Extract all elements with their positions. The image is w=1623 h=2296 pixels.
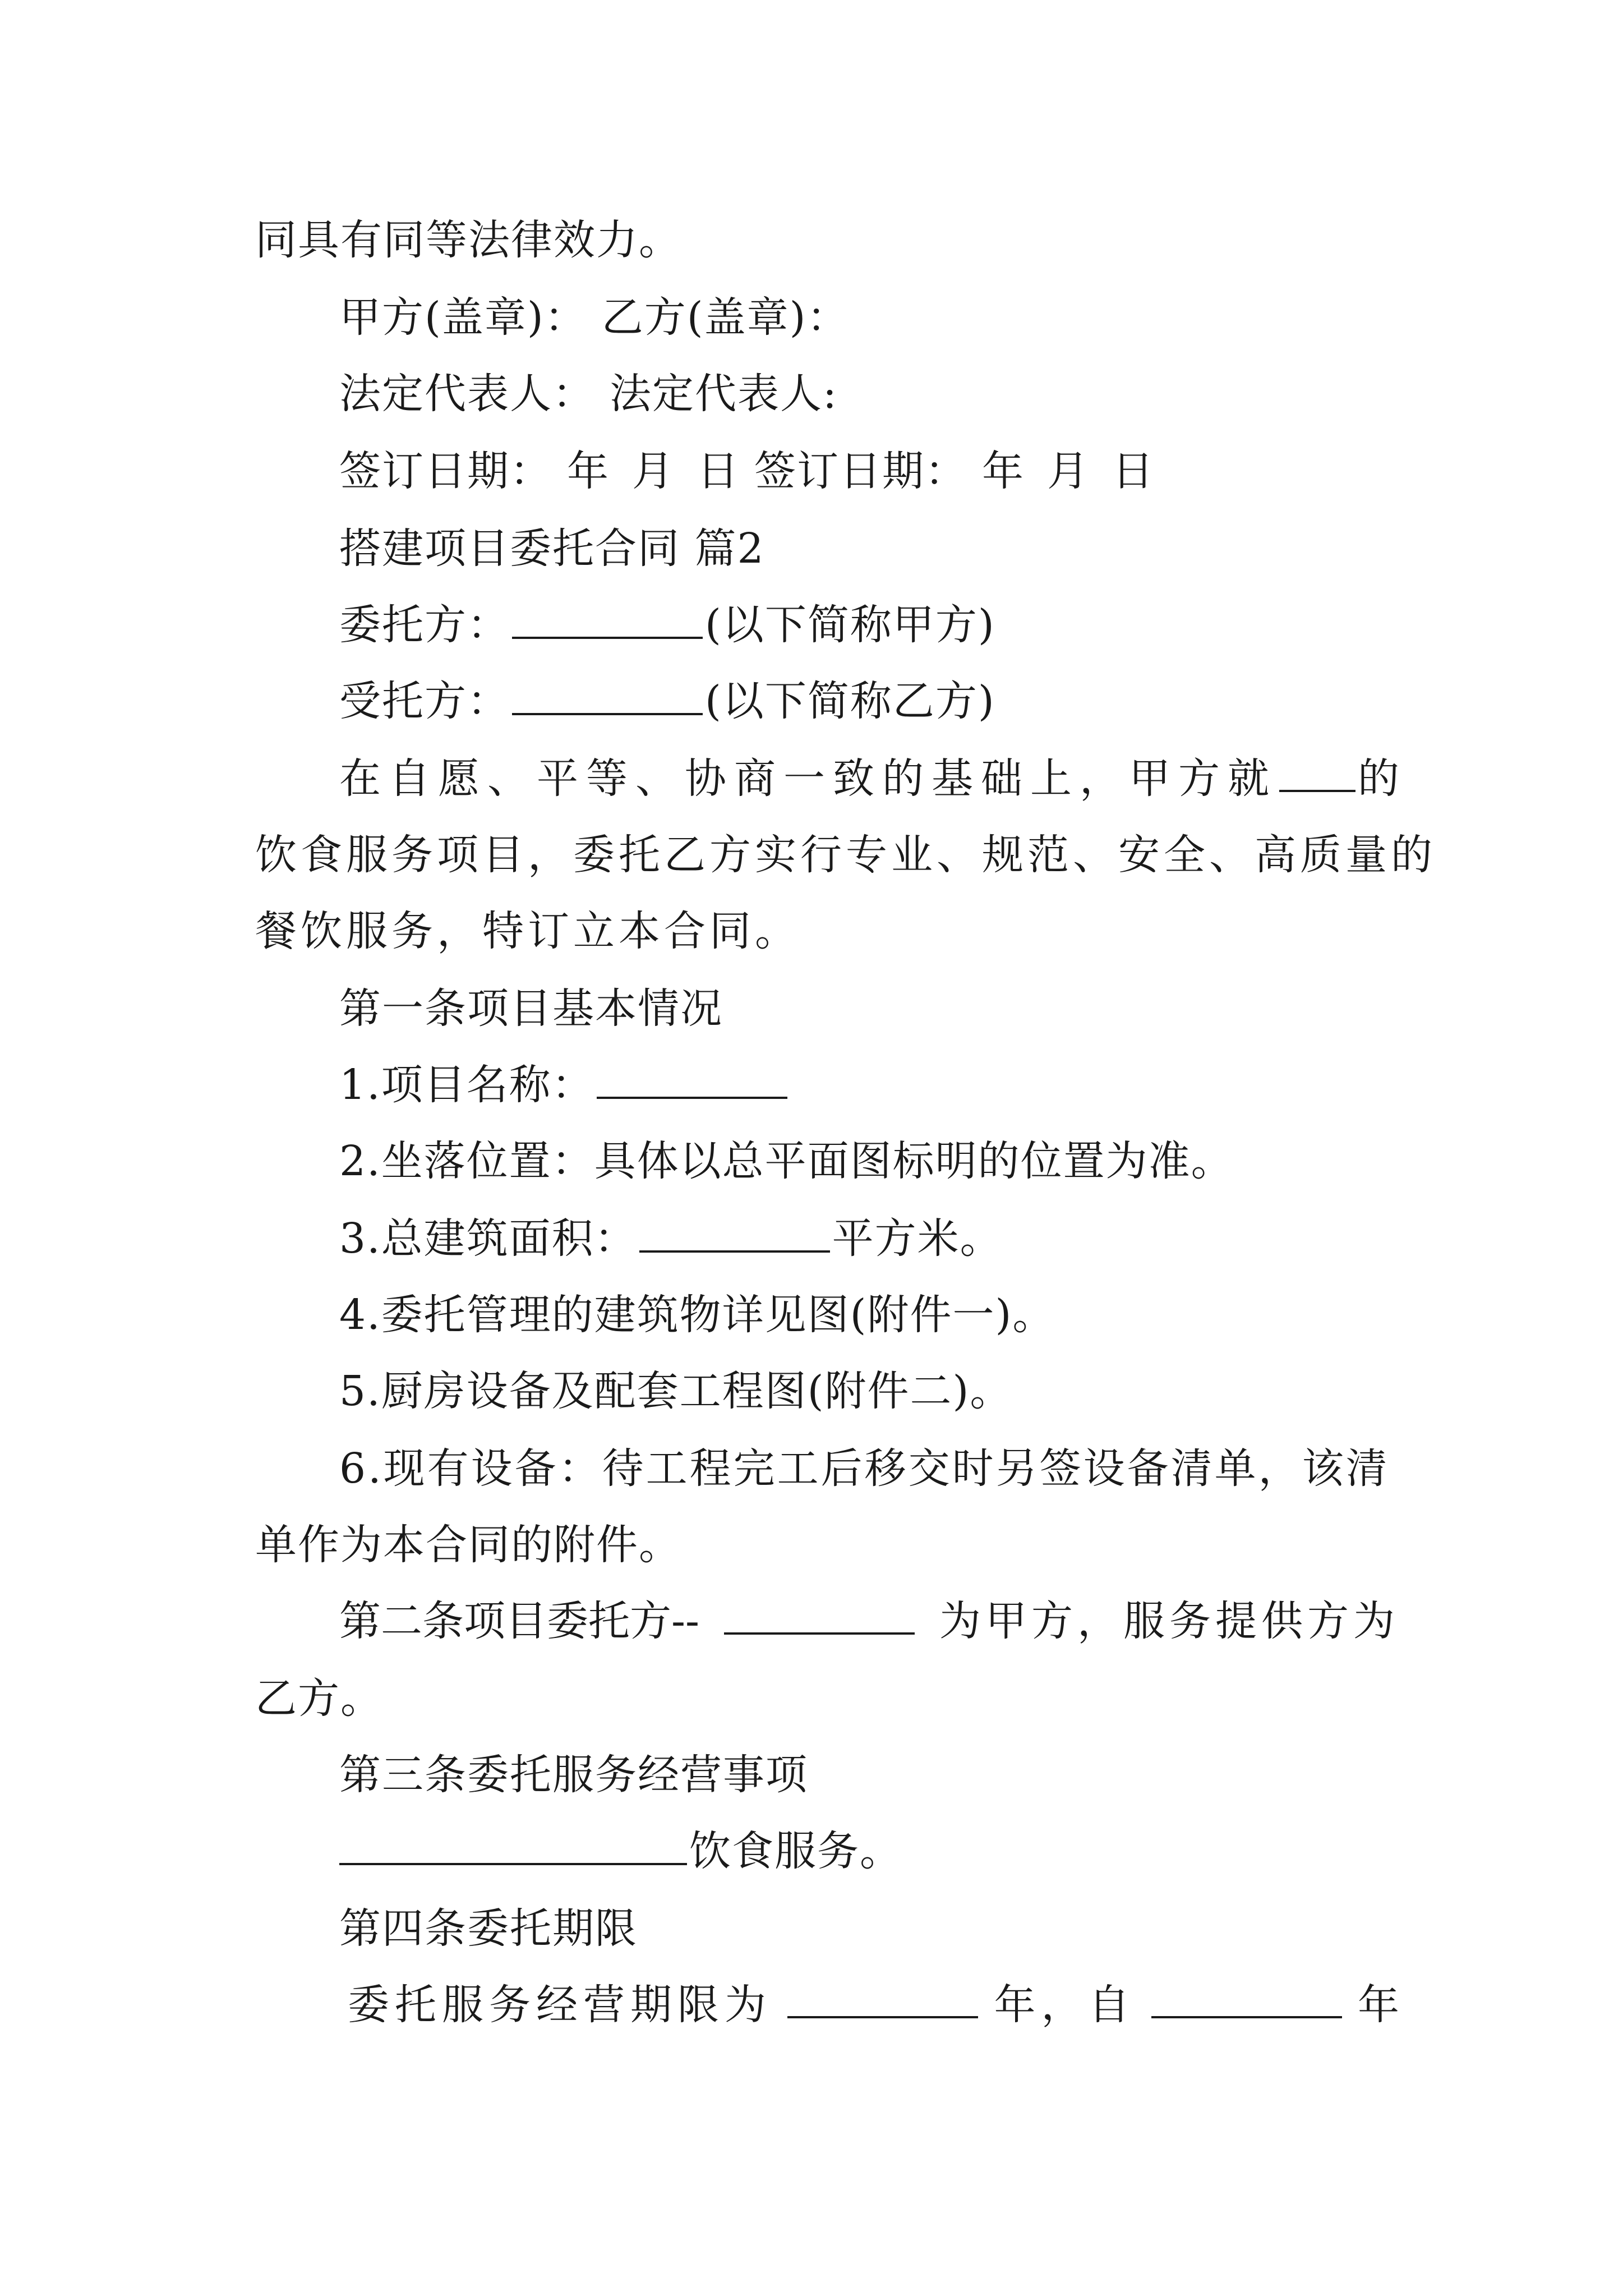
article-3-line bbox=[339, 1824, 1399, 1878]
item-4: 4.委托管理的建筑物详见图(附件一)。 bbox=[339, 1291, 1055, 1339]
agent-suffix: (以下简称乙方) bbox=[705, 677, 995, 725]
party-a-day: 日 bbox=[697, 447, 740, 495]
party-b-day: 日 bbox=[1112, 447, 1155, 495]
intro-line-1 bbox=[339, 752, 1399, 806]
article-2-line-1 bbox=[339, 1594, 1399, 1648]
party-a-year: 年 bbox=[567, 447, 610, 495]
party-a-rep-label: 法定代表人： bbox=[339, 370, 595, 418]
article-3-suffix: 饮食服务。 bbox=[689, 1827, 902, 1875]
item-1-label: 1.项目名称： bbox=[339, 1061, 594, 1109]
article-2-line-2: 乙方。 bbox=[255, 1674, 383, 1723]
party-b-month: 月 bbox=[1047, 447, 1090, 495]
item-5: 5.厨房设备及配套工程图(附件二)。 bbox=[339, 1367, 1013, 1415]
party-a-month: 月 bbox=[632, 447, 675, 495]
client-blank bbox=[512, 599, 703, 639]
article-4-mid: 年，自 bbox=[994, 1981, 1136, 2029]
intro-text-post: 的 bbox=[1358, 754, 1399, 803]
party-a-date-label: 签订日期： bbox=[339, 447, 552, 495]
item-6-line-2: 单作为本合同的附件。 bbox=[255, 1521, 681, 1569]
item-2: 2.坐落位置：具体以总平面图标明的位置为准。 bbox=[339, 1137, 1234, 1185]
intro-line-3: 餐饮服务，特订立本合同。 bbox=[255, 907, 800, 955]
item-3-suffix: 平方米。 bbox=[832, 1214, 1003, 1263]
article-4-title: 第四条委托期限 bbox=[339, 1904, 638, 1953]
party-b-rep-label: 法定代表人: bbox=[610, 370, 838, 418]
agent-blank bbox=[512, 675, 703, 715]
item-1-blank bbox=[597, 1059, 787, 1099]
intro-blank bbox=[1279, 752, 1355, 792]
agent-label: 受托方： bbox=[339, 677, 510, 725]
party-b-year: 年 bbox=[982, 447, 1025, 495]
client-label: 委托方： bbox=[339, 601, 510, 649]
agent-line bbox=[339, 674, 1399, 728]
section-heading: 搭建项目委托合同 篇2 bbox=[339, 524, 765, 573]
party-b-date-label: 签订日期： bbox=[754, 447, 967, 495]
party-b-seal-label: 乙方(盖章)： bbox=[601, 293, 850, 342]
representative-line bbox=[339, 367, 1399, 421]
article-2-blank bbox=[724, 1594, 915, 1635]
article-4-line bbox=[348, 1978, 1399, 2032]
intro-text-pre: 在自愿、平等、协商一致的基础上，甲方就 bbox=[339, 754, 1277, 803]
item-3-blank bbox=[639, 1212, 830, 1253]
paragraph-tail: 同具有同等法律效力。 bbox=[255, 216, 681, 264]
item-3-label: 3.总建筑面积： bbox=[339, 1214, 637, 1263]
seal-line bbox=[339, 291, 1399, 344]
article-2-pre: 第二条项目委托方-- bbox=[339, 1597, 700, 1645]
article-4-blank-start bbox=[1151, 1978, 1342, 2018]
intro-line-2: 饮食服务项目，委托乙方实行专业、规范、安全、高质量的 bbox=[255, 831, 1436, 879]
client-suffix: (以下简称甲方) bbox=[705, 601, 995, 649]
date-line bbox=[339, 444, 1399, 498]
article-1-title: 第一条项目基本情况 bbox=[339, 984, 723, 1033]
article-3-title: 第三条委托服务经营事项 bbox=[339, 1751, 808, 1799]
article-4-blank-years bbox=[787, 1978, 978, 2018]
article-2-post: 为甲方，服务提供方为 bbox=[939, 1597, 1399, 1645]
client-line bbox=[339, 598, 1399, 652]
article-4-post: 年 bbox=[1358, 1981, 1399, 2029]
item-3 bbox=[339, 1212, 1399, 1266]
item-6-line-1: 6.现有设备：待工程完工后移交时另签设备清单，该清 bbox=[339, 1444, 1390, 1493]
item-1 bbox=[339, 1058, 1399, 1112]
party-a-seal-label: 甲方(盖章)： bbox=[339, 293, 587, 342]
article-3-blank bbox=[339, 1825, 687, 1865]
article-4-pre: 委托服务经营期限为 bbox=[348, 1981, 772, 2029]
